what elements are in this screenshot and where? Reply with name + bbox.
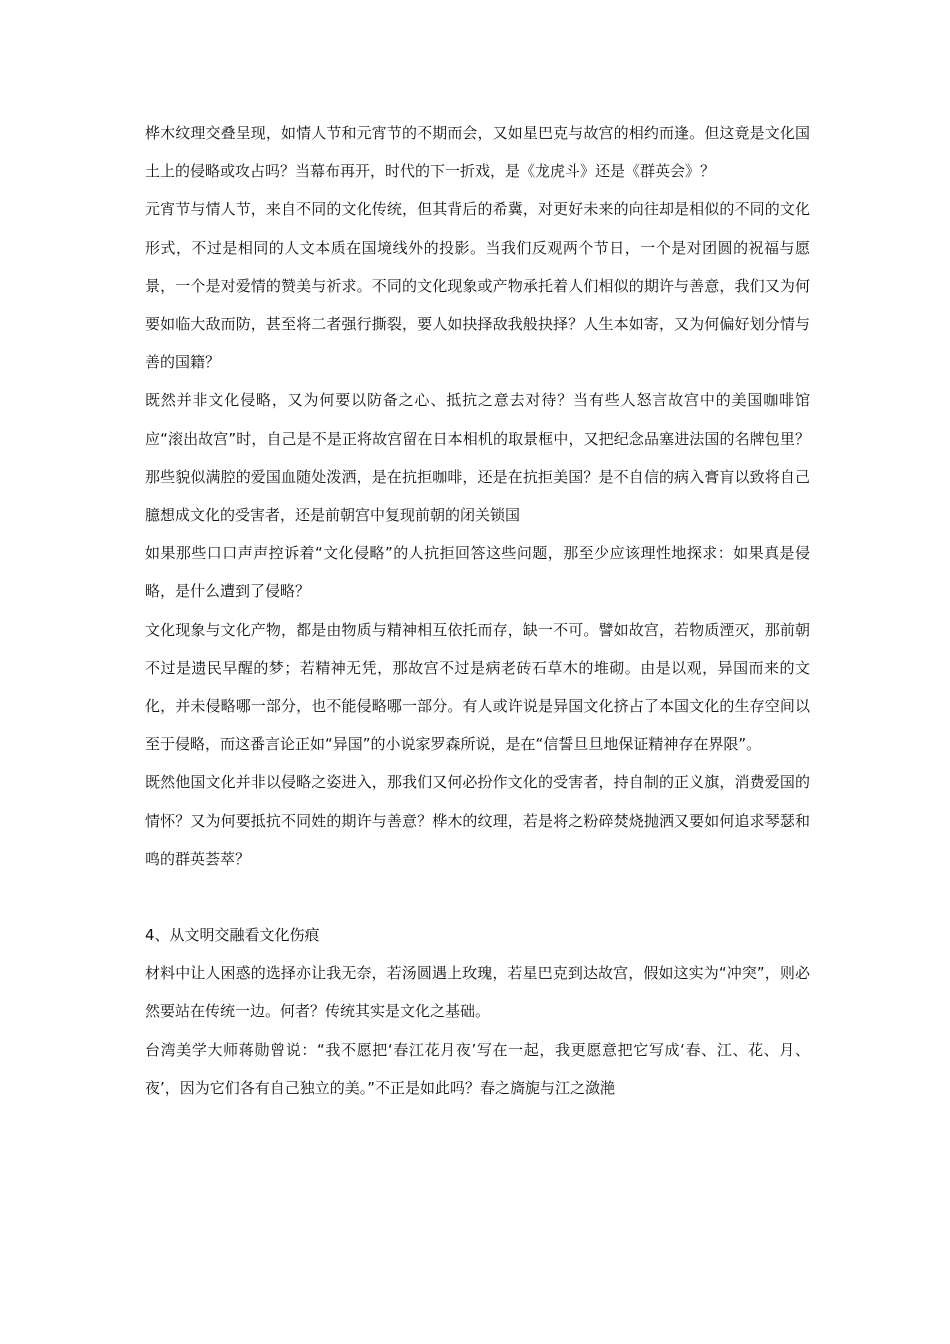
section-heading: 4、从文明交融看文化伤痕	[145, 926, 320, 945]
paragraph-victim: 既然他国文化并非以侵略之姿进入，那我们又何必扮作文化的受害者，持自制的正义旗，消费爱国的情怀？又为何要抵抗不同姓的期许与善意？桦木的纹理，若是将之粉碎焚烧抛洒又要如何追求琴瑟和鸣的群英荟萃？	[145, 773, 810, 868]
paragraph-not-invasion: 既然并非文化侵略，又为何要以防备之心、抵抗之意去对待？当有些人怒言故宫中的美国咖啡馆应“滚出故宫”时，自己是不是正将故宫留在日本相机的取景框中，又把纪念品塞进法国的名牌包里？那些貌似满腔的爱国血随处泼洒，是在抗拒咖啡，还是在抗拒美国？是不自信的病入膏肓以致将自己臆想成文化的受害者，还是前朝宫中复现前朝的闭关锁国	[145, 391, 810, 525]
paragraph-what-invaded: 如果那些口口声声控诉着“文化侵略”的人抗拒回答这些问题，那至少应该理性地探求：如果真是侵略，是什么遭到了侵略？	[145, 544, 810, 601]
paragraph-birch-grain: 桦木纹理交叠呈现，如情人节和元宵节的不期而会，又如星巴克与故宫的相约而逢。但这竟是文化国土上的侵略或攻占吗？当幕布再开，时代的下一折戏，是《龙虎斗》还是《群英会》？	[145, 124, 810, 181]
section-spacer	[145, 878, 810, 916]
paragraph-festivals: 元宵节与情人节，来自不同的文化传统，但其背后的希冀，对更好未来的向往却是相似的不同的文化形式，不过是相同的人文本质在国境线外的投影。当我们反观两个节日，一个是对团圆的祝福与愿景，一个是对爱情的赞美与祈求。不同的文化现象或产物承托着人们相似的期许与善意，我们又为何要如临大敌而防，甚至将二者强行撕裂，要人如抉择敌我般抉择？人生本如寄，又为何偏好划分情与善的国籍？	[145, 200, 810, 372]
paragraph-jiang-xun-quote: 台湾美学大师蒋勋曾说：“我不愿把‘春江花月夜’写在一起，我更愿意把它写成‘春、江、花、月、夜’，因为它们各有自己独立的美。”不正是如此吗？春之旖旎与江之潋滟	[145, 1040, 810, 1097]
paragraph-material-spirit: 文化现象与文化产物，都是由物质与精神相互依托而存，缺一不可。譬如故宫，若物质湮灭，那前朝不过是遗民早醒的梦；若精神无凭，那故宫不过是病老砖石草木的堆砌。由是以观，异国而来的文化，并未侵略哪一部分，也不能侵略哪一部分。有人或许说是异国文化挤占了本国文化的生存空间以至于侵略，而这番言论正如“异国”的小说家罗森所说，是在“信誓旦旦地保证精神存在界限”。	[145, 620, 810, 754]
paragraph-confusing-choice: 材料中让人困惑的选择亦让我无奈，若汤圆遇上玫瑰，若星巴克到达故宫，假如这实为“冲突”，则必然要站在传统一边。何者？传统其实是文化之基础。	[145, 964, 810, 1021]
document-body	[145, 114, 810, 1107]
